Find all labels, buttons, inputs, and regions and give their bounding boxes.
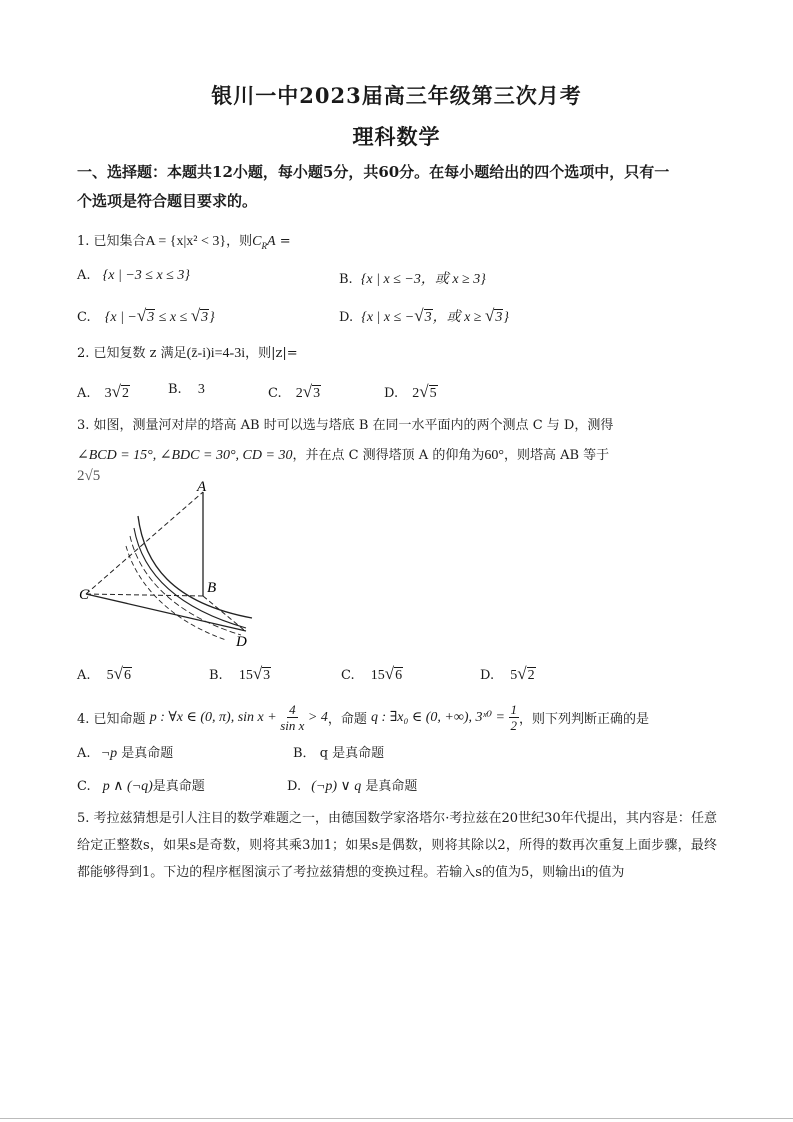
line-cd bbox=[86, 594, 246, 631]
q2-option-b: B. 3 bbox=[168, 382, 205, 397]
q2-option-d: D. 2√ 5 bbox=[384, 382, 438, 402]
line-bd bbox=[203, 596, 244, 630]
q1-option-b: B. {x | x ≤ −3，或 x ≥ 3} bbox=[339, 272, 486, 287]
proposition-q: q : ∃x₀ ∈ (0, +∞), 3ˣ⁰ = $\frac{1}{2}$ bbox=[371, 702, 517, 733]
fraction: $\frac{1}{2}$ bbox=[510, 702, 517, 733]
label-d: D bbox=[236, 634, 247, 650]
q5-stem: 5. 考拉兹猜想是引人注目的数学难题之一，由德国数学家洛塔尔·考拉兹在20世纪30年代提出，其内容是：任意给定正整数s，如果s是奇数，则将其乘3加1；如果s是偶数，则将其除以2，所得的数再次重复上面步骤，最终都能够得到1。下边的程序框图演示了考拉兹猜想的变换过程。若输入s的值为5，则输出i的值为 bbox=[77, 811, 717, 880]
q3-elevation-angle: 60° bbox=[484, 448, 504, 463]
q1-complement: $C_RA$ bbox=[252, 234, 276, 251]
sqrt: √ 3 bbox=[191, 306, 209, 326]
q3-figure bbox=[76, 478, 266, 650]
q3-option-c: C. 15√ 6 bbox=[341, 664, 403, 684]
fraction: $\frac{4}{\text{sin x}}$ bbox=[280, 702, 305, 733]
riverbank-curve bbox=[138, 516, 252, 618]
q3-option-a: A. 5√ 6 bbox=[77, 664, 132, 684]
q3-stem-line1: 3. 如图，测量河对岸的塔高 AB 时可以选与塔底 B 在同一水平面内的两个测点 C 与 D，测得 bbox=[77, 418, 614, 433]
q4-option-b: B． q 是真命题 bbox=[293, 746, 385, 761]
q2-equation: (z̄-i)i=4-3i bbox=[186, 346, 246, 361]
sqrt: √ 3 bbox=[253, 664, 271, 684]
page-title: 银川一中2023届高三年级第三次月考 bbox=[211, 83, 582, 108]
q3-conditions: ∠BCD = 15°, ∠BDC = 30°, CD = 30 bbox=[77, 448, 293, 463]
label-c: C bbox=[79, 587, 90, 603]
section-header-line1: 一、选择题：本题共12小题，每小题5分，共60分。在每小题给出的四个选项中，只有一 bbox=[77, 163, 670, 181]
label-b: B bbox=[207, 580, 217, 596]
q4-stem: 4. 已知命题 p : ∀x ∈ (0, π), sin x + $\frac{4}{\text{sin x}}$ > 4，命题 q : ∃x₀ ∈ (0, +∞), 3ˣ⁰ = $\frac{1}{2}$ ，则下列判断正确的是 bbox=[77, 702, 650, 733]
page-subtitle: 理科数学 bbox=[352, 124, 441, 149]
q4-option-c: C. p ∧ (¬q)是真命题 bbox=[77, 779, 205, 794]
q1-option-c: C. {x | −√ 3 ≤ x ≤ √ 3} bbox=[77, 306, 215, 326]
sqrt: √ 6 bbox=[114, 664, 132, 684]
sqrt: √ 2 bbox=[112, 382, 130, 402]
q3-option-b: B. 15√ 3 bbox=[209, 664, 271, 684]
q2-option-a: A. 3√ 2 bbox=[77, 382, 130, 402]
sqrt: √ 2 bbox=[517, 664, 535, 684]
q3-option-d: D. 5√ 2 bbox=[480, 664, 536, 684]
q1-option-d: D. {x | x ≤ −√ 3，或 x ≥ √ 3} bbox=[339, 306, 509, 326]
proposition-p: p : ∀x ∈ (0, π), sin x + $\frac{4}{\text{sin x}}$ > 4 bbox=[149, 702, 328, 733]
q4-option-d: D. (¬p) ∨ q 是真命题 bbox=[287, 779, 418, 794]
q2-option-c: C. 2√ 3 bbox=[268, 382, 321, 402]
sqrt: √ 3 bbox=[414, 306, 432, 326]
q4-option-a: A. ¬p 是真命题 bbox=[77, 746, 174, 761]
sqrt: √ 3 bbox=[485, 306, 503, 326]
q1-stem: 1. 已知集合A = {x|x² < 3}，则$C_RA$ = bbox=[77, 234, 291, 251]
sqrt: √ 6 bbox=[385, 664, 403, 684]
sqrt: √ 3 bbox=[303, 382, 321, 402]
section-header-line2: 个选项是符合题目要求的。 bbox=[77, 192, 258, 210]
q3-stem-line2: ∠BCD = 15°, ∠BDC = 30°, CD = 30，并在点 C 测得塔顶 A 的仰角为60°，则塔高 AB 等于 bbox=[77, 448, 610, 463]
q1-set: A = {x|x² < 3} bbox=[145, 234, 227, 249]
sqrt: √ 3 bbox=[137, 306, 155, 326]
sqrt: √ 5 bbox=[419, 382, 437, 402]
page-bottom-rule bbox=[0, 1118, 793, 1119]
q2-stem: 2. 已知复数 z 满足(z̄-i)i=4-3i，则|z|= bbox=[77, 346, 298, 361]
riverbank-curve bbox=[130, 536, 241, 635]
q3-stray-text: 2√5 bbox=[77, 468, 101, 484]
label-a: A bbox=[197, 479, 207, 495]
q1-option-a: A. {x | −3 ≤ x ≤ 3} bbox=[77, 268, 190, 283]
